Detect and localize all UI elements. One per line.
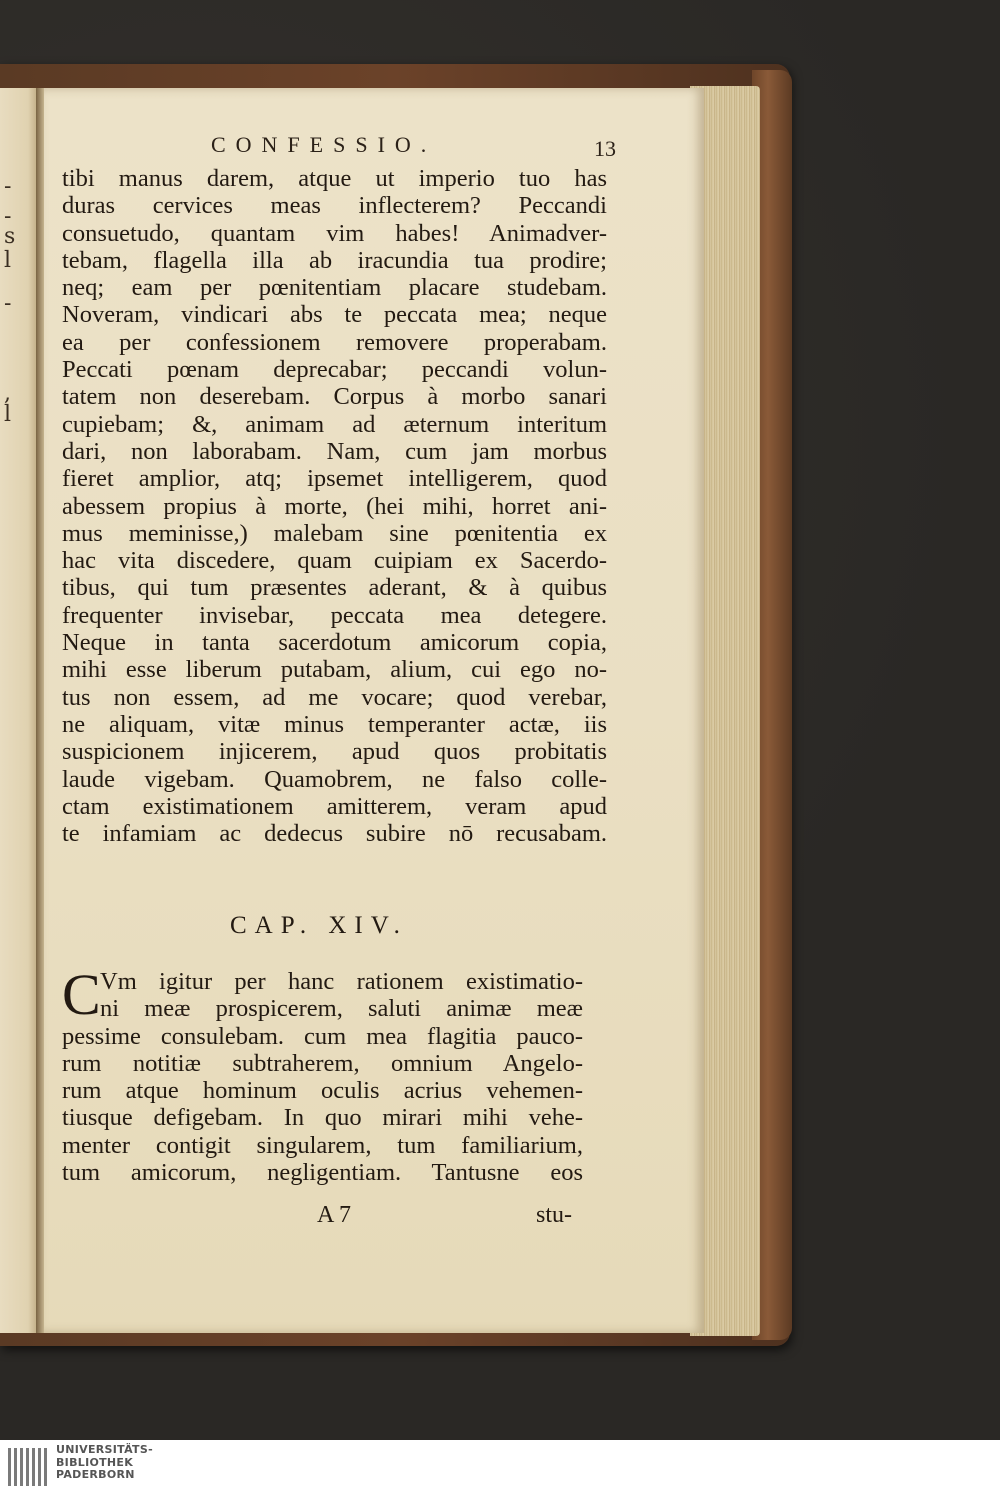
text-line: tatem non deserebam. Corpus à morbo sanari bbox=[62, 383, 607, 411]
text-line: tus non essem, ad me vocare; quod verebar, bbox=[62, 683, 607, 711]
text-line: abessem propius à morte, (hei mihi, horret ani- bbox=[62, 492, 607, 520]
library-name-line: BIBLIOTHEK bbox=[56, 1455, 134, 1469]
text-line: mus meminisse,) malebam sine pœnitentia ex bbox=[62, 519, 607, 547]
catchword: stu- bbox=[536, 1202, 572, 1228]
signature-mark: A 7 bbox=[317, 1202, 352, 1228]
text-line: tebam, flagella illa ab iracundia tua prodire; bbox=[62, 246, 607, 274]
text-line: Neque in tanta sacerdotum amicorum copia, bbox=[62, 629, 607, 657]
facing-page-glyph: l bbox=[4, 248, 12, 273]
text-line: neq; eam per pœnitentiam placare studebam. bbox=[62, 274, 607, 302]
text-line: ne aliquam, vitæ minus temperanter actæ, iis bbox=[62, 710, 607, 738]
text-line: tibus, qui tum præsentes aderant, & à quibus bbox=[62, 574, 607, 602]
text-line: te infamiam ac dedecus subire nō recusabam. bbox=[62, 820, 607, 848]
facing-page-glyph: , bbox=[4, 381, 11, 406]
facing-page-sliver bbox=[0, 88, 40, 1333]
text-line: consuetudo, quantam vim habes! Animadver- bbox=[62, 219, 607, 247]
text-line: dari, non laborabam. Nam, cum jam morbus bbox=[62, 437, 607, 465]
facing-page-glyph: - bbox=[4, 204, 12, 229]
library-name-line: UNIVERSITÄTS- bbox=[56, 1443, 153, 1456]
text-line: fieret amplior, atq; ipsemet intelligerem, quod bbox=[62, 465, 607, 493]
text-line: Peccati pœnam deprecabar; peccandi volun- bbox=[62, 356, 607, 384]
text-line: hac vita discedere, quam cuipiam ex Sacerdo- bbox=[62, 547, 607, 575]
page-footer bbox=[62, 1202, 572, 1232]
running-head: CONFESSIO. bbox=[211, 132, 437, 157]
text-line: cupiebam; &, animam ad æternum interitum bbox=[62, 410, 607, 438]
text-line: ctam existimationem amitterem, veram apud bbox=[62, 792, 607, 820]
facing-page-glyph: l bbox=[4, 402, 12, 427]
text-line: duras cervices meas inflecterem? Peccandi bbox=[62, 192, 607, 220]
page-number: 13 bbox=[594, 136, 616, 161]
text-line: mihi esse liberum putabam, alium, cui ego no- bbox=[62, 656, 607, 684]
drop-cap: C bbox=[62, 962, 101, 1027]
chapter-text bbox=[62, 962, 583, 1187]
chapter-text-line: tiusque defigebam. In quo mirari mihi vehe- bbox=[62, 1104, 583, 1132]
facing-page-glyph: - bbox=[4, 174, 12, 199]
text-line: frequenter invisebar, peccata mea detegere. bbox=[62, 601, 607, 629]
page-header bbox=[56, 132, 616, 162]
library-logo-icon bbox=[6, 1444, 50, 1490]
chapter-heading: CAP. XIV. bbox=[230, 912, 408, 939]
library-logo-band bbox=[0, 1440, 1000, 1493]
facing-page-glyph: s bbox=[4, 224, 16, 249]
text-line: ea per confessionem removere properabam. bbox=[62, 328, 607, 356]
body-text bbox=[62, 165, 607, 847]
text-line: Noveram, vindicari abs te peccata mea; neque bbox=[62, 301, 607, 329]
chapter-text-line: rum notitiæ subtraherem, omnium Angelo- bbox=[62, 1049, 583, 1077]
chapter-text-line: pessime consulebam. cum mea flagitia pauco- bbox=[62, 1022, 583, 1050]
chapter-text-line: tum amicorum, negligentiam. Tantusne eos bbox=[62, 1159, 583, 1187]
chapter-text-line: menter contigit singularem, tum familiarium, bbox=[62, 1131, 583, 1159]
chapter-text-line: ni meæ prospicerem, saluti animæ meæ bbox=[100, 995, 583, 1023]
chapter-text-line: rum atque hominum oculis acrius vehemen- bbox=[62, 1077, 583, 1105]
text-line: laude vigebam. Quamobrem, ne falso colle- bbox=[62, 765, 607, 793]
text-line: tibi manus darem, atque ut imperio tuo has bbox=[62, 165, 607, 192]
text-line: suspicionem injicerem, apud quos probitatis bbox=[62, 738, 607, 766]
facing-page-glyph: - bbox=[4, 291, 12, 316]
library-name-line: PADERBORN bbox=[56, 1468, 135, 1481]
library-name bbox=[56, 1444, 153, 1482]
chapter-text-line: Vm igitur per hanc rationem existimatio- bbox=[100, 968, 583, 995]
